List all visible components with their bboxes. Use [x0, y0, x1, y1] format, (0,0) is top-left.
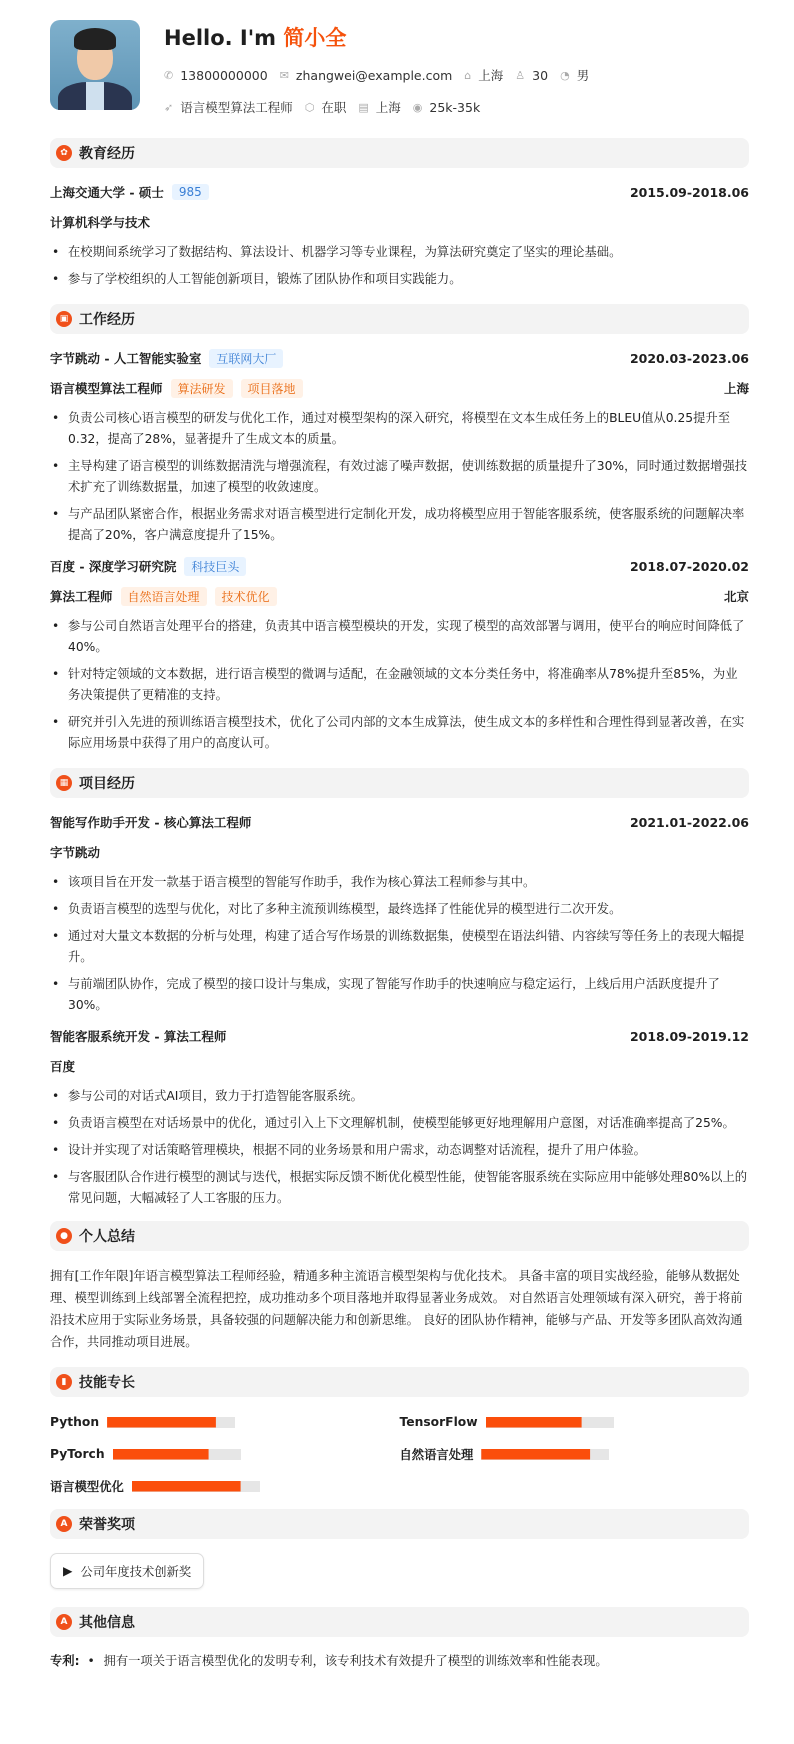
- bullet-item: • 通过对大量文本数据的分析与处理，构建了适合写作场景的训练数据集，使模型在语法纠错、内容续写等任务上的表现大幅提升。: [50, 926, 749, 968]
- section-title: 工作经历: [79, 312, 135, 328]
- skill-item: [50, 1445, 400, 1463]
- role: 算法工程师: [50, 589, 113, 604]
- bullet-item: • 该项目旨在开发一款基于语言模型的智能写作助手，我作为核心算法工程师参与其中。: [50, 872, 749, 893]
- info-text: 男: [576, 68, 590, 83]
- award-icon: A: [56, 1516, 72, 1532]
- major: 计算机科学与技术: [50, 215, 151, 230]
- avatar: [50, 20, 140, 110]
- person-icon: ●: [56, 1228, 72, 1244]
- skill-bar-fill: [113, 1449, 209, 1460]
- info-item: [515, 68, 548, 83]
- work-date: 2020.03-2023.06: [629, 350, 749, 366]
- section-title: 其他信息: [79, 1615, 135, 1631]
- section-skills: [50, 1367, 749, 1397]
- info-item: [413, 100, 480, 115]
- home-icon: ⌂: [464, 68, 472, 82]
- section-honors: [50, 1509, 749, 1539]
- skill-bar-fill: [486, 1417, 582, 1428]
- contact-info: [164, 66, 589, 84]
- info-icon: A: [56, 1614, 72, 1630]
- summary-text: 拥有[工作年限]年语言模型算法工程师经验，精通多种主流语言模型架构与优化技术。 具备丰富的项目实战经验，能够从数据处理、模型训练到上线部署全流程把控，成功推动多个项目落地并取得显著业务成效。 对自然语言处理领域有深入研究，善于将前沿技术应用于实际业务场景，具备较强的问题解决能力和创新思维。 良好的团队协作精神，能够与产品、开发等多团队高效沟通合作，共同推动项目进展。: [50, 1269, 743, 1349]
- role: 语言模型算法工程师: [50, 381, 163, 396]
- company-tag: 科技巨头: [184, 557, 246, 576]
- bullet-item: • 参与公司的对话式AI项目，致力于打造智能客服系统。: [50, 1086, 749, 1107]
- work-city: 北京: [723, 589, 749, 604]
- work-list: [50, 348, 749, 754]
- skill-bar: [486, 1417, 614, 1428]
- info-item: [560, 66, 589, 84]
- info-item: [358, 98, 400, 116]
- section-summary: [50, 1221, 749, 1251]
- project-item: [50, 812, 749, 1016]
- mail-icon: ✉: [279, 68, 289, 82]
- resume-header: [50, 20, 749, 115]
- project-date: 2018.09-2019.12: [629, 1028, 749, 1044]
- company: 字节跳动 - 人工智能实验室: [50, 351, 202, 366]
- skill-name: PyTorch: [50, 1447, 105, 1461]
- bullet-item: • 拥有一项关于语言模型优化的发明专利，该专利技术有效提升了模型的训练效率和性能表现。: [86, 1651, 608, 1672]
- skill-bar: [481, 1449, 609, 1460]
- skill-name: 自然语言处理: [399, 1448, 474, 1462]
- bullet-item: • 负责语言模型的选型与优化，对比了多种主流预训练模型，最终选择了性能优异的模型进行二次开发。: [50, 899, 749, 920]
- info-text: zhangwei@example.com: [295, 67, 453, 83]
- project-name: 智能写作助手开发 - 核心算法工程师: [50, 815, 252, 830]
- company-tag: 互联网大厂: [209, 349, 283, 368]
- bullet-item: • 与产品团队紧密合作，根据业务需求对语言模型进行定制化开发，成功将模型应用于智能客服系统，使客服系统的问题解决率提高了20%，客户满意度提升了15%。: [50, 504, 749, 546]
- skill-bar: [132, 1481, 260, 1492]
- bullet-item: • 在校期间系统学习了数据结构、算法设计、机器学习等专业课程，为算法研究奠定了坚实的理论基础。: [50, 242, 749, 263]
- info-item: [164, 98, 293, 116]
- work-item: [50, 556, 749, 754]
- section-title: 教育经历: [79, 146, 135, 162]
- bullet-item: • 参与了学校组织的人工智能创新项目，锻炼了团队协作和项目实践能力。: [50, 269, 749, 290]
- skill-bar-fill: [107, 1417, 216, 1428]
- skill-name: Python: [50, 1415, 100, 1429]
- role-tag: 自然语言处理: [121, 587, 207, 606]
- project-date: 2021.01-2022.06: [629, 814, 749, 830]
- info-item: [464, 66, 503, 84]
- bullet-item: • 与前端团队协作，完成了模型的接口设计与集成，实现了智能写作助手的快速响应与稳定运行，上线后用户活跃度提升了30%。: [50, 974, 749, 1016]
- project-list: [50, 812, 749, 1209]
- skill-item: [400, 1445, 750, 1463]
- role-tag: 算法研发: [171, 379, 233, 398]
- edu-date: 2015.09-2018.06: [629, 184, 749, 200]
- skill-bar-fill: [132, 1481, 241, 1492]
- work-item: [50, 348, 749, 546]
- info-text: 30: [532, 67, 549, 83]
- skill-name: 语言模型优化: [50, 1480, 124, 1494]
- work-date: 2018.07-2020.02: [629, 558, 749, 574]
- education-icon: ✿: [56, 145, 72, 161]
- skill-bar: [113, 1449, 241, 1460]
- bullet-item: • 参与公司自然语言处理平台的搭建，负责其中语言模型模块的开发，实现了模型的高效部署与调用，使平台的响应时间降低了40%。: [50, 616, 749, 658]
- school: 上海交通大学 - 硕士: [50, 185, 164, 200]
- info-item: [164, 68, 268, 83]
- role-tag: 技术优化: [215, 587, 277, 606]
- skill-item: [400, 1413, 750, 1431]
- section-education: [50, 138, 749, 168]
- company: 百度 - 深度学习研究院: [50, 559, 177, 574]
- skill-item: [50, 1413, 400, 1431]
- skill-bar-fill: [481, 1449, 590, 1460]
- project-item: [50, 1026, 749, 1209]
- building-icon: ▤: [358, 100, 369, 114]
- skill-name: TensorFlow: [399, 1415, 478, 1429]
- section-other: [50, 1607, 749, 1637]
- school-tag: 985: [172, 184, 209, 200]
- info-text: 在职: [321, 100, 347, 115]
- section-title: 技能专长: [79, 1375, 135, 1391]
- project-name: 智能客服系统开发 - 算法工程师: [50, 1029, 227, 1044]
- patent-label: 专利:: [50, 1654, 80, 1668]
- project-company: 字节跳动: [50, 845, 101, 860]
- section-title: 个人总结: [79, 1229, 135, 1245]
- info-item: [305, 98, 347, 116]
- gender-icon: ◔: [560, 68, 570, 82]
- page-title: [164, 22, 589, 52]
- info-item: [280, 68, 453, 83]
- skill-item: [50, 1477, 400, 1495]
- info-text: 语言模型算法工程师: [180, 100, 293, 115]
- info-text: 13800000000: [180, 67, 268, 83]
- briefcase-icon: ▣: [56, 311, 72, 327]
- phone-icon: ✆: [164, 68, 174, 82]
- triangle-right-icon: ▶: [63, 1564, 73, 1578]
- skill-list: [50, 1411, 749, 1495]
- bullet-item: • 针对特定领域的文本数据，进行语言模型的微调与适配，在金融领域的文本分类任务中，将准确率从78%提升至85%，为业务决策提供了更精准的支持。: [50, 664, 749, 706]
- honor-list: [50, 1553, 749, 1607]
- info-text: 上海: [478, 68, 504, 83]
- salary-icon: ◉: [412, 100, 423, 114]
- edu-bullets: [50, 242, 749, 290]
- bullet-item: • 主导构建了语言模型的训练数据清洗与增强流程，有效过滤了噪声数据，使训练数据的质量提升了30%，同时通过数据增强技术扩充了训练数据量，加速了模型的收敛速度。: [50, 456, 749, 498]
- role-tag: 项目落地: [241, 379, 303, 398]
- info-text: 25k-35k: [429, 99, 481, 115]
- project-company: 百度: [50, 1059, 76, 1074]
- greeting: Hello. I'm: [164, 26, 284, 50]
- candidate-name: 简小全: [283, 26, 347, 50]
- section-title: 荣誉奖项: [79, 1517, 135, 1533]
- job-info: [164, 98, 589, 116]
- info-text: 上海: [375, 100, 401, 115]
- work-city: 上海: [723, 381, 749, 396]
- bullet-item: • 设计并实现了对话策略管理模块，根据不同的业务场景和用户需求，动态调整对话流程，提升了用户体验。: [50, 1140, 749, 1161]
- project-icon: ▦: [56, 775, 72, 791]
- section-projects: [50, 768, 749, 798]
- honor-text: 公司年度技术创新奖: [80, 1565, 192, 1579]
- chart-icon: ▮: [56, 1374, 72, 1390]
- age-icon: ♙: [515, 68, 526, 82]
- section-work: [50, 304, 749, 334]
- bullet-item: • 研究并引入先进的预训练语言模型技术，优化了公司内部的文本生成算法，使生成文本的多样性和合理性得到显著改善，在实际应用场景中获得了用户的高度认可。: [50, 712, 749, 754]
- section-title: 项目经历: [79, 776, 135, 792]
- bullet-item: • 与客服团队合作进行模型的测试与迭代，根据实际反馈不断优化模型性能，使智能客服系统在实际应用中能够处理80%以上的常见问题，大幅减轻了人工客服的压力。: [50, 1167, 749, 1209]
- honor-item[interactable]: [50, 1553, 204, 1589]
- patent-row: [50, 1651, 749, 1678]
- bullet-item: • 负责公司核心语言模型的研发与优化工作，通过对模型架构的深入研究，将模型在文本生成任务上的BLEU值从0.25提升至0.32，提高了28%，显著提升了生成文本的质量。: [50, 408, 749, 450]
- skill-bar: [107, 1417, 235, 1428]
- bullet-item: • 负责语言模型在对话场景中的优化，通过引入上下文理解机制，使模型能够更好地理解用户意图，对话准确率提高了25%。: [50, 1113, 749, 1134]
- status-icon: ⬡: [304, 100, 315, 114]
- send-icon: ➶: [164, 100, 174, 114]
